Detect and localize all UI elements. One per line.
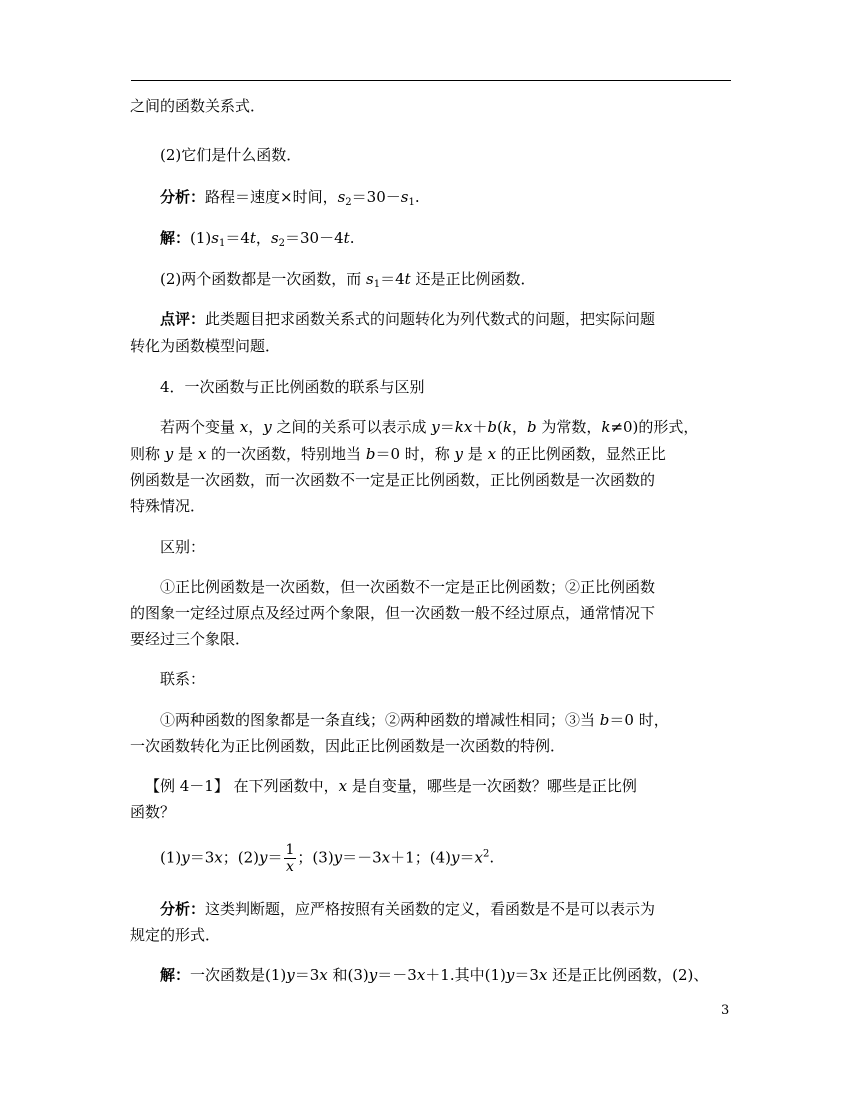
solution-label: 解： — [160, 229, 191, 247]
text-line: 联系： — [160, 670, 206, 688]
text-line: 若两个变量 x，y 之间的关系可以表示成 y＝kx＋b(k，b 为常数，k≠0)的形式， — [160, 418, 699, 436]
text-line: 则称 y 是 x 的一次函数，特别地当 b＝0 时，称 y 是 x 的正比例函数，显然正比 — [130, 445, 666, 463]
example-label: 【例 4－1】 — [145, 777, 229, 795]
solution-line: 解：$(1)s_1=4t$，$s_2=30-4t$. — [160, 229, 355, 249]
text-line: 函数？ — [130, 803, 176, 821]
fraction: $\frac{1}{x}$ — [285, 842, 295, 875]
formula-line: (1)y＝3x；(2)y＝ $\frac{1}{x}$ ；(3)y＝－3x＋1；$(4)y=x^2$. — [160, 842, 495, 875]
solution-line: 解：一次函数是(1)y＝3x 和(3)y＝－3x＋1.其中(1)y＝3x 还是正比例函数，(2)、 — [160, 966, 709, 984]
text-line: (2)两个函数都是一次函数，而 $s_1=4t$ 还是正比例函数． — [160, 270, 536, 290]
header-rule — [131, 80, 731, 81]
example-line: 【例 4－1】 在下列函数中，x 是自变量，哪些是一次函数？哪些是正比例 — [145, 777, 637, 795]
section-heading: 4．一次函数与正比例函数的联系与区别 — [160, 378, 425, 396]
text-line: 的图象一定经过原点及经过两个象限，但一次函数一般不经过原点，通常情况下 — [130, 604, 656, 622]
text-line: ①正比例函数是一次函数，但一次函数不一定是正比例函数；②正比例函数 — [160, 578, 656, 596]
analysis-label: 分析： — [160, 188, 206, 206]
comment-line: 点评：此类题目把求函数关系式的问题转化为列代数式的问题，把实际问题 — [160, 310, 656, 328]
text-line: 要经过三个象限． — [130, 630, 251, 648]
analysis-line: 分析：路程＝速度×时间，$s_2=30-s_1$. — [160, 188, 420, 208]
page-number: 3 — [721, 1003, 730, 1018]
text-line: 规定的形式． — [130, 926, 221, 944]
text-line: 转化为函数模型问题． — [130, 337, 281, 355]
text-line: 一次函数转化为正比例函数，因此正比例函数是一次函数的特例． — [130, 737, 566, 755]
comment-label: 点评： — [160, 310, 206, 328]
text-line: ①两种函数的图象都是一条直线；②两种函数的增减性相同；③当 b＝0 时， — [160, 711, 669, 729]
solution-label: 解： — [160, 966, 191, 984]
text-line: (2)它们是什么函数． — [160, 146, 302, 164]
text-line: 区别： — [160, 538, 206, 556]
text-line: 例函数是一次函数，而一次函数不一定是正比例函数，正比例函数是一次函数的 — [130, 471, 656, 489]
text-line: 特殊情况． — [130, 497, 206, 515]
analysis-line: 分析：这类判断题，应严格按照有关函数的定义，看函数是不是可以表示为 — [160, 900, 656, 918]
text-line: 之间的函数关系式． — [130, 97, 266, 115]
analysis-label: 分析： — [160, 900, 206, 918]
